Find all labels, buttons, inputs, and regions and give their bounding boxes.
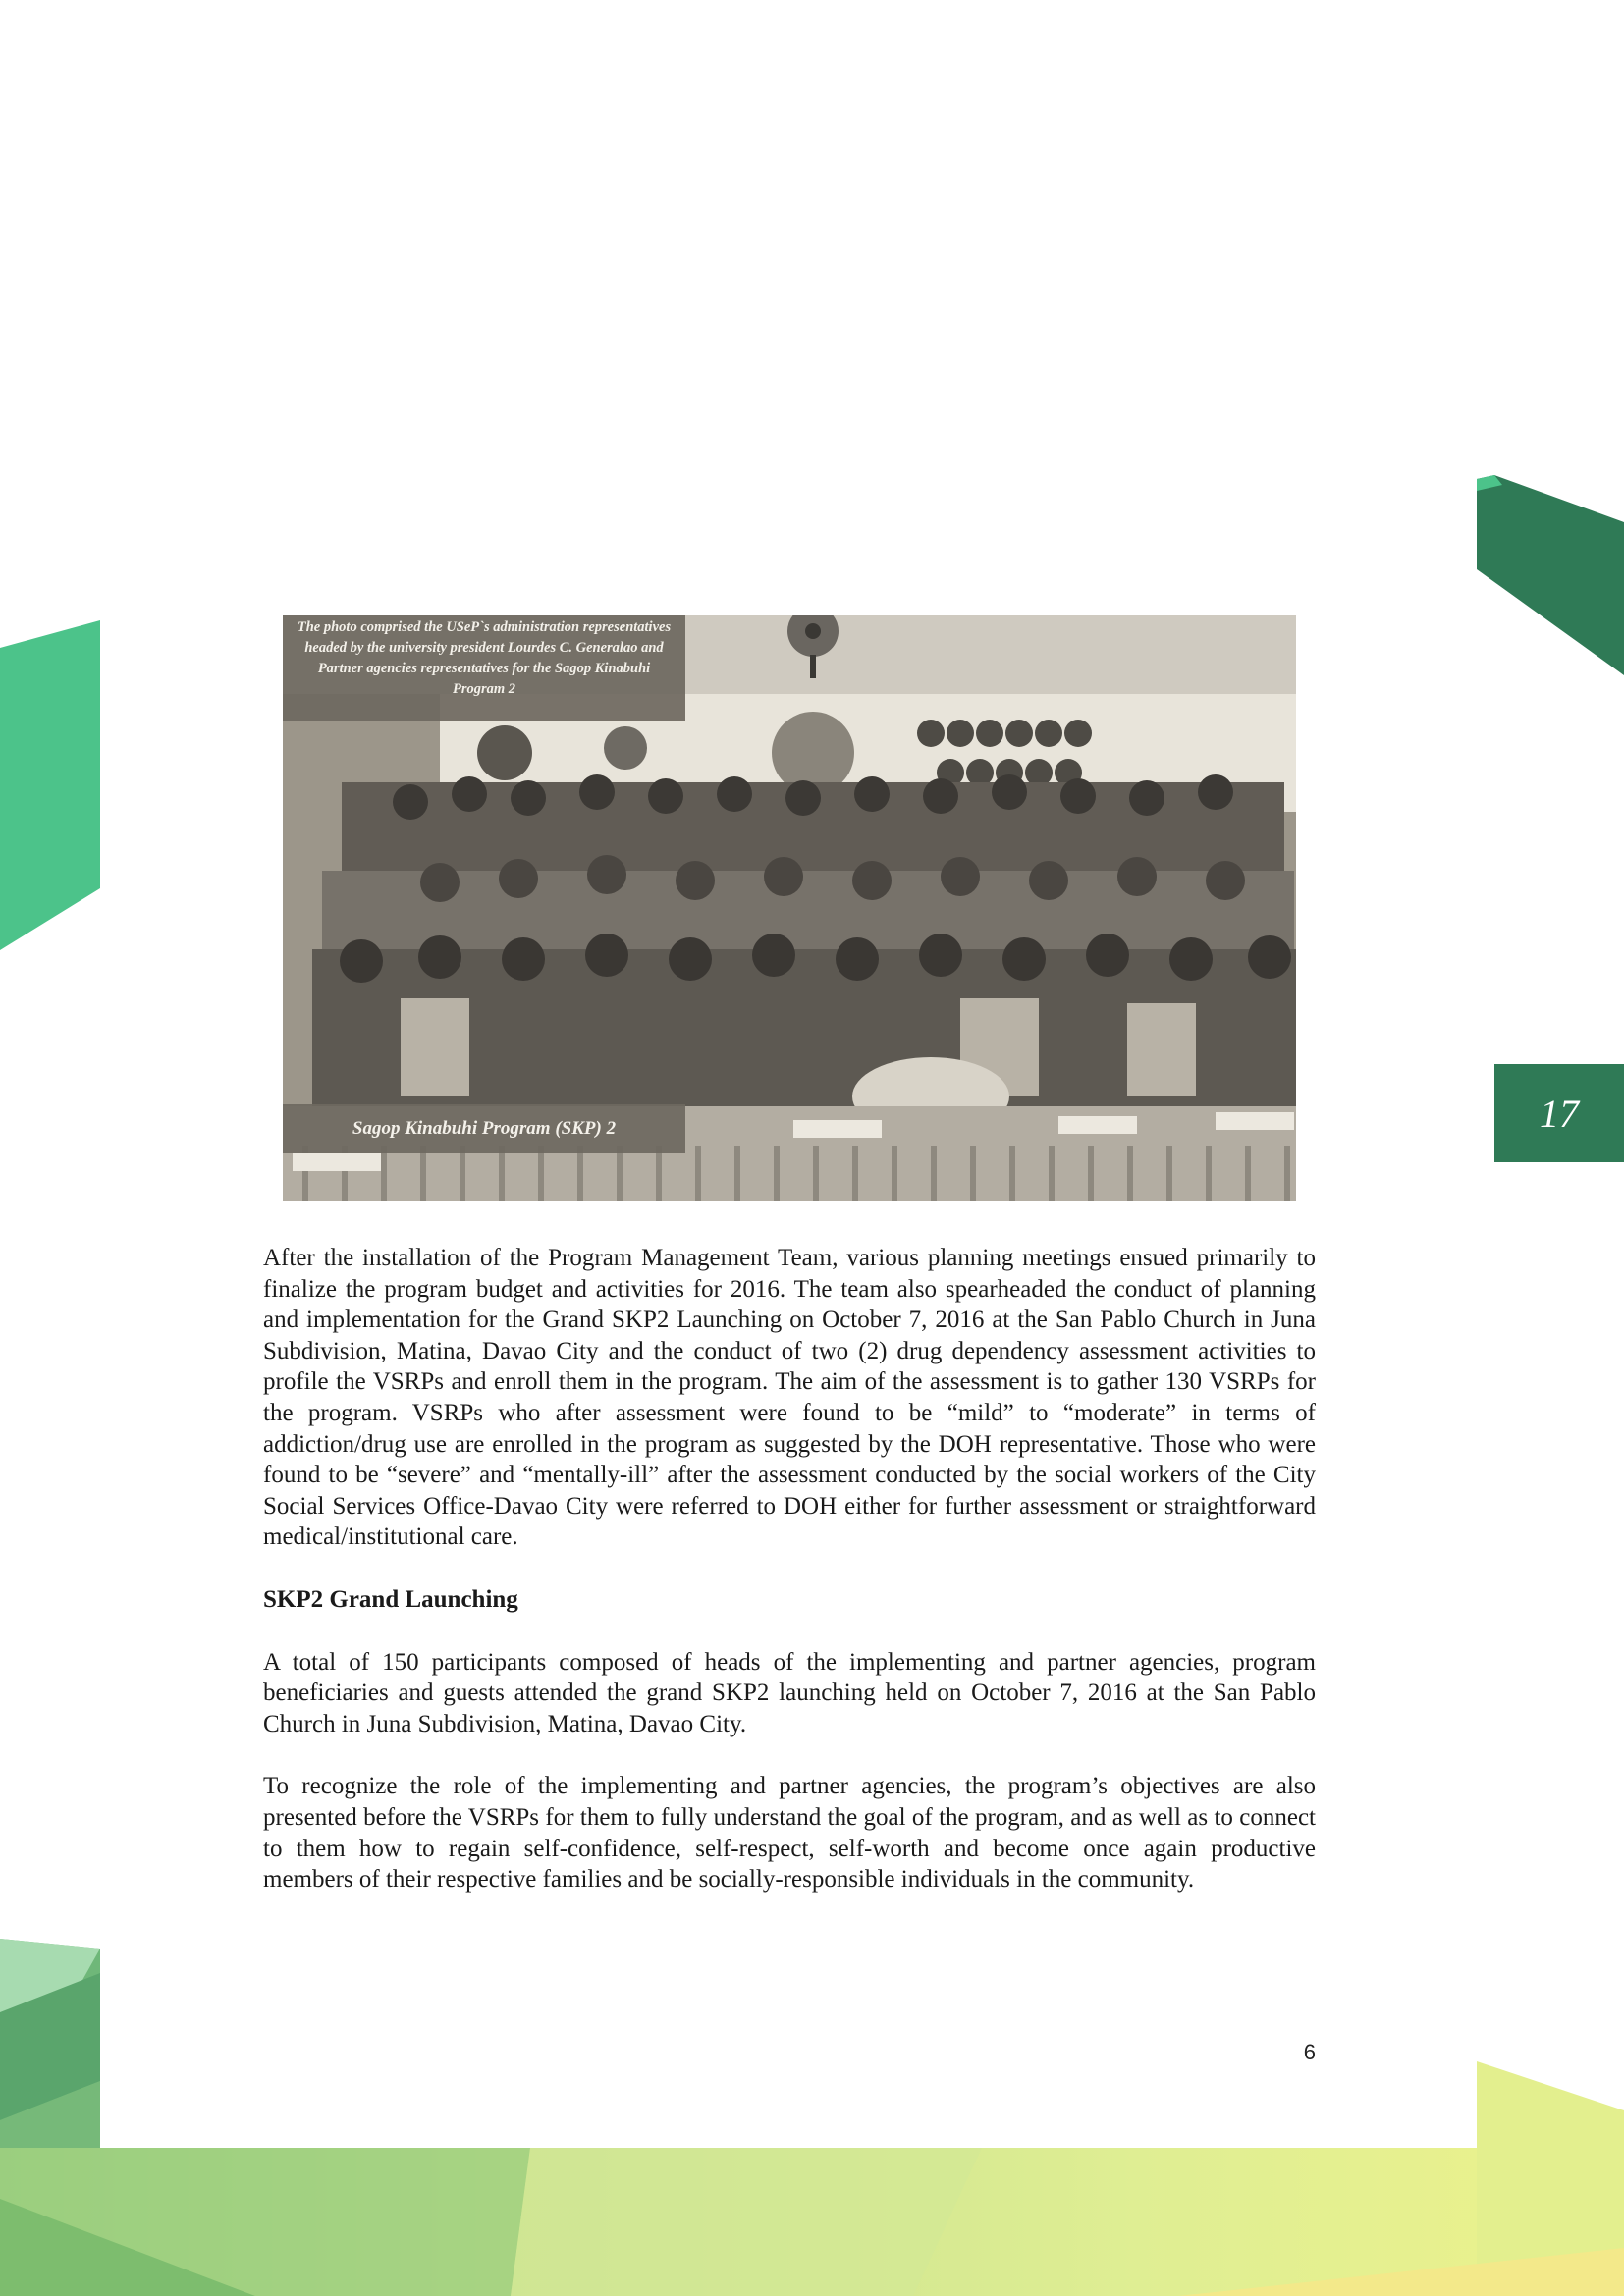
body-text [263, 1243, 1316, 1927]
page-tab-number: 17 [1540, 1091, 1579, 1136]
paragraph-objectives: To recognize the role of the implementing and partner agencies, the program’s objectives are also presented before the VSRPs for them to fully understand the goal of the program, and as well as to connect to them how to regain self-confidence, self-respect, self-worth and become once again productive members of their respective families and be socially-responsible individuals in the community. [263, 1773, 1316, 1894]
section-heading: SKP2 Grand Launching [263, 1585, 518, 1613]
photo-caption-bottom: Sagop Kinabuhi Program (SKP) 2 [283, 1104, 685, 1153]
page-number: 6 [1303, 2040, 1316, 2064]
paragraph-participants: A total of 150 participants composed of heads of the implementing and partner agencies, program beneficiaries and guests attended the grand SKP2 launching held on October 7, 2016 at the San Pablo Church in Juna Subdivision, Matina, Davao City. [263, 1648, 1316, 1737]
page-tab [1494, 1064, 1624, 1162]
paragraph-planning: After the installation of the Program Management Team, various planning meetings ensued primarily to finalize the program budget and activities for 2016. The team also spearheaded the conduct of planning and implementation for the Grand SKP2 Launching on October 7, 2016 at the San Pablo Church in Juna Subdivision, Matina, Davao City and the conduct of two (2) drug dependency assessment activities to profile the VSRPs and enroll them in the program. The aim of the assessment is to gather 130 VSRPs for the program. VSRPs who after assessment were found to be “mild” to “moderate” in terms of addiction/drug use are enrolled in the program as suggested by the DOH representative. Those who were found to be “severe” and “mentally-ill” after the assessment conducted by the social workers of the City Social Services Office-Davao City were referred to DOH either for further assessment or straightforward medical/institutional care. [263, 1245, 1316, 1551]
photo-caption-top: The photo comprised the USeP`s administration representatives headed by the university president Lourdes C. Generalao and Partner agencies representatives for the Sagop Kinabuhi Program 2 [283, 615, 685, 721]
group-photo [283, 615, 1296, 1201]
